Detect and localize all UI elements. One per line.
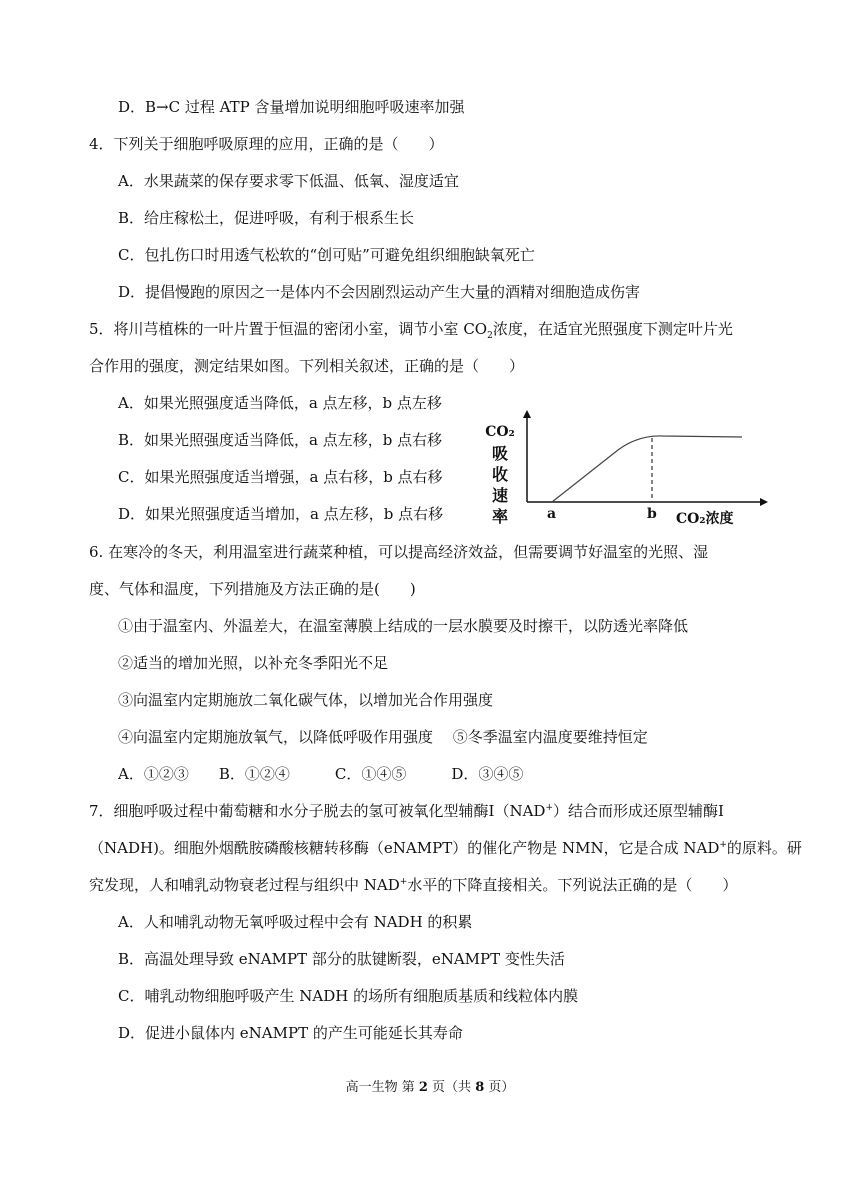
graph-curve bbox=[552, 436, 742, 502]
q6-statement-2: ②适当的增加光照，以补充冬季阳光不足 bbox=[118, 654, 389, 672]
q6-statement-4-5: ④向温室内定期施放氧气，以降低呼吸作用强度 ⑤冬季温室内温度要维持恒定 bbox=[118, 728, 648, 746]
q5-option-c: C．如果光照强度适当增强，a 点右移，b 点右移 bbox=[118, 468, 443, 486]
q4-option-d: D．提倡慢跑的原因之一是体内不会因剧烈运动产生大量的酒精对细胞造成伤害 bbox=[118, 283, 641, 301]
q5-stem-line2: 合作用的强度，测定结果如图。下列相关叙述，正确的是（ ） bbox=[89, 357, 525, 375]
q6-options: A．①②③ B．①②④ C．①④⑤ D．③④⑤ bbox=[118, 765, 524, 783]
page-footer: 高一生物 第 2 页（共 8 页） bbox=[345, 1080, 515, 1095]
q7-option-a: A．人和哺乳动物无氧呼吸过程中会有 NADH 的积累 bbox=[118, 913, 473, 931]
q7-option-d: D．促进小鼠体内 eNAMPT 的产生可能延长其寿命 bbox=[118, 1024, 463, 1042]
q5-option-b: B．如果光照强度适当降低，a 点左移，b 点右移 bbox=[118, 431, 443, 449]
q7-stem-line1: 7．细胞呼吸过程中葡萄糖和水分子脱去的氢可被氧化型辅酶Ⅰ（NAD+）结合而形成还原型辅酶Ⅰ bbox=[89, 802, 724, 820]
q6-statement-1: ①由于温室内、外温差大，在温室薄膜上结成的一层水膜要及时擦干，以防透光率降低 bbox=[118, 617, 689, 635]
q4-stem: 4．下列关于细胞呼吸原理的应用，正确的是（ ） bbox=[89, 135, 444, 153]
q7-option-b: B．高温处理导致 eNAMPT 部分的肽键断裂，eNAMPT 变性失活 bbox=[118, 950, 565, 968]
q6-statement-3: ③向温室内定期施放二氧化碳气体，以增加光合作用强度 bbox=[118, 691, 494, 709]
co2-absorption-graph bbox=[478, 410, 770, 532]
graph-x-arrow bbox=[760, 498, 768, 506]
q5-option-d: D．如果光照强度适当增加，a 点左移，b 点右移 bbox=[118, 505, 444, 523]
q3-option-d: D．B→C 过程 ATP 含量增加说明细胞呼吸速率加强 bbox=[118, 98, 465, 116]
graph-x-label: CO₂浓度 bbox=[676, 511, 734, 527]
q5-option-a: A．如果光照强度适当降低，a 点左移，b 点左移 bbox=[118, 394, 442, 412]
q7-stem-line3: 究发现，人和哺乳动物衰老过程与组织中 NAD+水平的下降直接相关。下列说法正确的是（ ） bbox=[89, 876, 738, 894]
q7-stem-line2: （NADH)。细胞外烟酰胺磷酸核糖转移酶（eNAMPT）的催化产物是 NMN，它是合成 NAD+的原料。研 bbox=[89, 839, 802, 857]
q4-option-b: B．给庄稼松土，促进呼吸，有利于根系生长 bbox=[118, 209, 415, 227]
graph-point-b-label: b bbox=[647, 506, 657, 522]
graph-point-a-label: a bbox=[547, 506, 557, 522]
graph-y-arrow bbox=[523, 410, 531, 418]
graph-y-label: CO₂ 吸 收 速 率 bbox=[485, 424, 515, 526]
q4-option-c: C．包扎伤口时用透气松软的“创可贴”可避免组织细胞缺氧死亡 bbox=[118, 246, 535, 264]
q6-stem-line1: 6. 在寒冷的冬天，利用温室进行蔬菜种植，可以提高经济效益，但需要调节好温室的光照、湿 bbox=[89, 543, 709, 561]
q6-stem-line2: 度、气体和温度，下列措施及方法正确的是( ) bbox=[89, 580, 416, 598]
q7-option-c: C．哺乳动物细胞呼吸产生 NADH 的场所有细胞质基质和线粒体内膜 bbox=[118, 987, 579, 1005]
q4-option-a: A．水果蔬菜的保存要求零下低温、低氧、湿度适宜 bbox=[118, 172, 459, 190]
q5-stem-line1: 5．将川芎植株的一叶片置于恒温的密闭小室，调节小室 $CO_2$浓度，在适宜光照强度下测定叶片光 bbox=[89, 320, 733, 341]
